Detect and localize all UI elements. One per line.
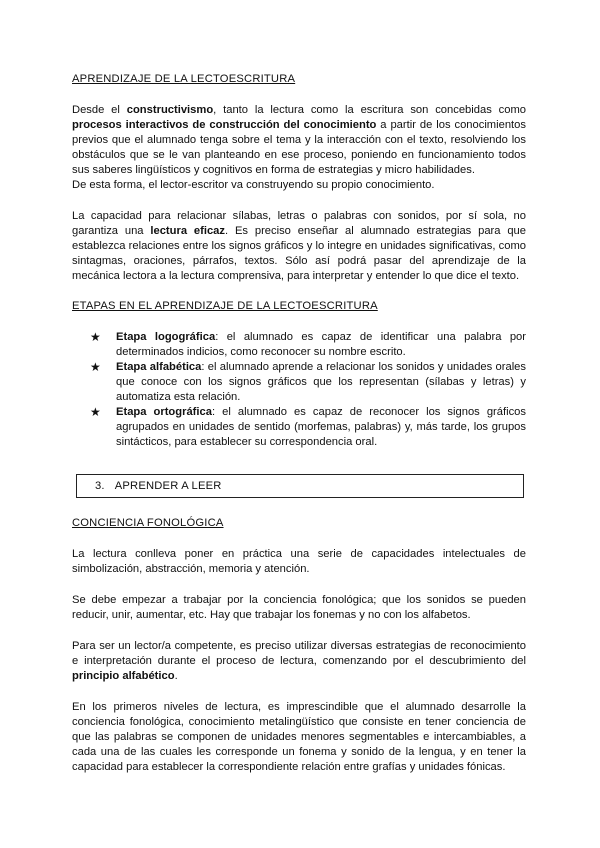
- section-title: APRENDER A LEER: [114, 479, 222, 492]
- text-run: Para ser un lector/a competente, es preciso utilizar diversas estrategias de reconocimiento e interpretación durante el proceso de lectura, comenzando por el descubrimiento del: [72, 640, 526, 667]
- etapas-list: [72, 330, 526, 450]
- paragraph-constructivismo: [72, 103, 526, 178]
- paragraph-capacidad: [72, 209, 526, 284]
- document-page: [72, 72, 526, 775]
- etapa-text: : el alumnado es capaz de reconocer los signos gráficos agrupados en unidades de sentido (morfemas, palabras) y, más tarde, los grupos sintácticos, para establecer su correspondencia oral.: [116, 406, 526, 448]
- star-icon: ★: [90, 330, 101, 344]
- bold-term: constructivismo: [126, 104, 214, 116]
- list-item: [80, 405, 526, 450]
- section-number: 3.: [95, 479, 105, 492]
- etapa-term: Etapa alfabética: [116, 361, 202, 373]
- text-run: La capacidad para relacionar sílabas, letras o palabras con sonidos, por sí sola, no garantiza una: [72, 210, 526, 237]
- text-run: a partir de los conocimientos previos que el alumnado tenga sobre el tema y la interacción con el texto, resolviendo los obstáculos que se le van planteando en ese proceso, poniendo en funcionamiento todos sus saberes lingüísticos y cognitivos en forma de estrategias y micro habilidades.: [72, 119, 526, 176]
- paragraph-conciencia-fonologica: Se debe empezar a trabajar por la conciencia fonológica; que los sonidos se pueden reducir, unir, aumentar, etc. Hay que trabajar los fonemas y no con los alfabetos.: [72, 594, 526, 621]
- heading-conciencia: CONCIENCIA FONOLÓGICA: [72, 517, 224, 529]
- paragraph-lector-escritor: De esta forma, el lector-escritor va construyendo su propio conocimiento.: [72, 179, 435, 191]
- etapa-term: Etapa ortográfica: [116, 406, 212, 418]
- text-run: .: [174, 670, 178, 682]
- text-run: . Es preciso enseñar al alumnado estrategias para que establezca relaciones entre los signos gráficos y lo integre en unidades significativas, como sintagmas, oraciones, párrafos, textos. Sólo así podrá pasar del aprendizaje de la mecánica lectora a la lectura comprensiva, para interpretar y entender lo que dice el texto.: [72, 225, 527, 282]
- star-icon: ★: [90, 360, 101, 374]
- bold-term: principio alfabético: [72, 670, 175, 682]
- etapa-term: Etapa logográfica: [116, 331, 216, 343]
- bold-term: lectura eficaz: [150, 225, 225, 237]
- text-run: Desde el: [72, 104, 127, 116]
- etapa-text: : el alumnado es capaz de identificar una palabra por determinados indicios, como reconocer su nombre escrito.: [116, 331, 527, 358]
- paragraph-lectura-conlleva: La lectura conlleva poner en práctica una serie de capacidades intelectuales de simbolización, abstracción, memoria y atención.: [72, 548, 526, 575]
- paragraph-lector-competente: [72, 639, 526, 684]
- paragraph-primeros-niveles: En los primeros niveles de lectura, es imprescindible que el alumnado desarrolle la conciencia fonológica, conocimiento metalingüístico que consiste en tener conciencia de que las palabras se componen de unidades menores segmentables e intercambiables, a cada una de las cuales les corresponde un fonema y sonido de la lengua, y en tener la capacidad para establecer la correspondiente relación entre grafías y unidades fónicas.: [72, 701, 526, 773]
- heading-aprendizaje: APRENDIZAJE DE LA LECTOESCRITURA: [72, 73, 296, 85]
- text-run: , tanto la lectura como la escritura son concebidas como: [213, 104, 527, 116]
- bold-term: procesos interactivos de construcción del conocimiento: [72, 119, 377, 131]
- heading-etapas: ETAPAS EN EL APRENDIZAJE DE LA LECTOESCRITURA: [72, 300, 378, 312]
- list-item: [80, 360, 526, 405]
- section-3-title-box: [76, 474, 524, 498]
- star-icon: ★: [90, 405, 101, 419]
- etapa-text: : el alumnado aprende a relacionar los sonidos y unidades orales que conoce con los signos gráficos que los representan (sílabas y letras) y automatiza esta relación.: [116, 361, 526, 403]
- list-item: [80, 330, 526, 360]
